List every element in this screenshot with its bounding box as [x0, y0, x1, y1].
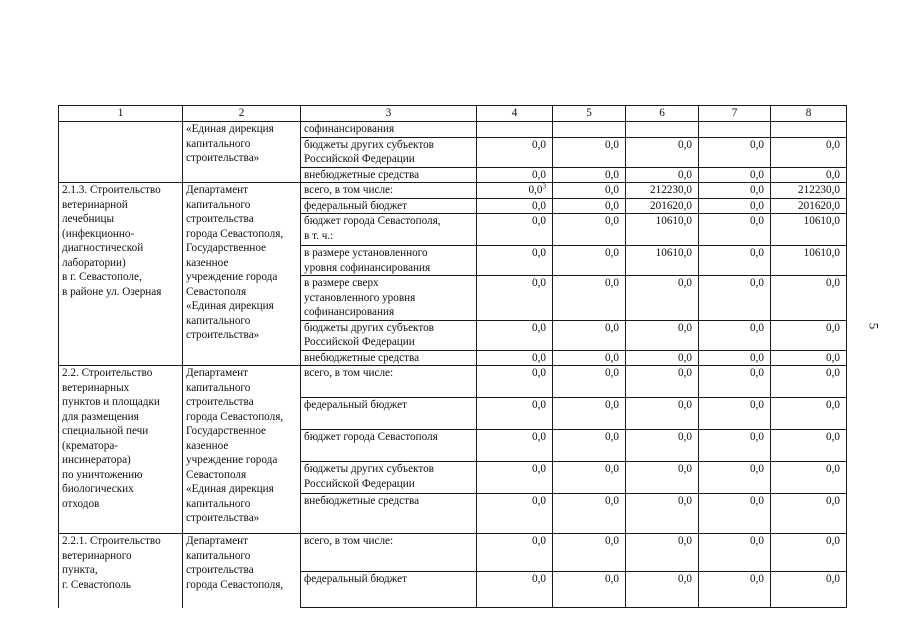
value-cell: 0,0	[771, 430, 847, 462]
value-cell: 0,0	[477, 137, 553, 167]
value-cell: 0,0	[699, 572, 771, 608]
value-cell: 0,0	[771, 276, 847, 321]
value-cell: 0,0	[626, 462, 699, 494]
value-cell: 0,0	[477, 572, 553, 608]
value-cell: 0,0	[626, 320, 699, 350]
header-cell: 1	[59, 106, 183, 122]
funding-source-cell: бюджеты других субъектов Российской Федерации	[301, 137, 477, 167]
value-cell: 0,0	[477, 246, 553, 276]
value-cell: 0,0	[553, 276, 626, 321]
value-cell: 0,0	[699, 246, 771, 276]
funding-source-cell: всего, в том числе:	[301, 183, 477, 199]
value-cell: 0,0	[477, 198, 553, 214]
value-cell: 0,0	[626, 276, 699, 321]
funding-source-cell: всего, в том числе:	[301, 534, 477, 572]
value-cell: 0,0	[626, 534, 699, 572]
value-cell: 0,0	[553, 198, 626, 214]
table-header-row	[59, 106, 847, 122]
value-cell: 0,0	[771, 350, 847, 366]
value-cell: 0,0	[553, 398, 626, 430]
value-cell: 0,0	[553, 214, 626, 246]
value-cell: 0,0	[477, 534, 553, 572]
value-cell	[553, 122, 626, 138]
header-cell: 7	[699, 106, 771, 122]
value-cell	[771, 122, 847, 138]
value-cell: 0,0	[771, 462, 847, 494]
value-cell: 0,0	[626, 494, 699, 534]
header-cell: 6	[626, 106, 699, 122]
measure-cell	[59, 122, 183, 183]
value-cell: 201620,0	[626, 198, 699, 214]
header-cell: 3	[301, 106, 477, 122]
value-cell: 0,0	[477, 167, 553, 183]
value-cell: 0,0	[699, 276, 771, 321]
value-cell: 0,0	[553, 366, 626, 398]
funding-source-cell: федеральный бюджет	[301, 572, 477, 608]
funding-source-cell: в размере сверх установленного уровня софинансирования	[301, 276, 477, 321]
value-cell: 10610,0	[771, 246, 847, 276]
executor-cell: «Единая дирекция капитального строительства»	[183, 122, 301, 183]
value-cell: 0,0	[771, 572, 847, 608]
executor-cell: Департамент капитального строительства города Севастополя, Государственное казенное учреждение города Севастополя «Единая дирекция капитального строительства»	[183, 183, 301, 366]
funding-source-cell: внебюджетные средства	[301, 494, 477, 534]
funding-source-cell: бюджет города Севастополя	[301, 430, 477, 462]
value-cell: 0,0	[553, 572, 626, 608]
executor-cell: Департамент капитального строительства города Севастополя, Государственное казенное учреждение города Севастополя «Единая дирекция капитального строительства»	[183, 366, 301, 534]
table-row	[59, 534, 847, 572]
table-row	[59, 366, 847, 398]
value-cell: 0,0	[699, 494, 771, 534]
value-cell: 0,0	[553, 183, 626, 199]
value-cell: 0,0	[699, 366, 771, 398]
value-cell: 0,0	[699, 214, 771, 246]
value-cell	[699, 122, 771, 138]
value-cell: 0,0	[771, 494, 847, 534]
value-cell: 201620,0	[771, 198, 847, 214]
value-cell: 0,0	[699, 183, 771, 199]
table-row	[59, 183, 847, 199]
funding-source-cell: внебюджетные средства	[301, 167, 477, 183]
value-cell: 10610,0	[771, 214, 847, 246]
value-cell: 0,0	[553, 534, 626, 572]
value-cell: 0,0	[699, 198, 771, 214]
value-cell: 10610,0	[626, 214, 699, 246]
value-cell: 0,0	[553, 320, 626, 350]
value-cell: 0,0	[477, 398, 553, 430]
header-cell: 5	[553, 106, 626, 122]
funding-source-cell: бюджеты других субъектов Российской Федерации	[301, 462, 477, 494]
value-cell: 0,0	[699, 350, 771, 366]
value-cell: 0,0	[699, 534, 771, 572]
value-cell: 0,0	[699, 398, 771, 430]
value-cell: 0,0	[477, 214, 553, 246]
header-cell: 4	[477, 106, 553, 122]
funding-source-cell: всего, в том числе:	[301, 366, 477, 398]
budget-table	[58, 105, 847, 608]
funding-source-cell: федеральный бюджет	[301, 198, 477, 214]
value-cell: 10610,0	[626, 246, 699, 276]
value-cell: 0,0	[699, 430, 771, 462]
value-cell: 0,0	[553, 246, 626, 276]
funding-source-cell: софинансирования	[301, 122, 477, 138]
value-cell: 0,0	[553, 167, 626, 183]
value-cell: 0,0	[477, 320, 553, 350]
value-cell: 0,0	[553, 137, 626, 167]
value-cell: 0,0	[626, 350, 699, 366]
funding-source-cell: в размере установленного уровня софинансирования	[301, 246, 477, 276]
value-cell: 0,0	[699, 167, 771, 183]
value-cell: 212230,0	[771, 183, 847, 199]
header-cell: 8	[771, 106, 847, 122]
footnote-mark: 3	[542, 182, 546, 191]
funding-source-cell: внебюджетные средства	[301, 350, 477, 366]
value-cell: 0,0	[477, 430, 553, 462]
measure-cell: 2.2. Строительство ветеринарных пунктов и площадки для размещения специальной печи (крематора- инсинератора) по уничтожению биологических отходов	[59, 366, 183, 534]
value-cell: 0,0	[626, 398, 699, 430]
value-cell: 0,0	[771, 320, 847, 350]
value-cell: 0,0	[477, 350, 553, 366]
page-number: 5	[866, 322, 882, 330]
value-cell: 0,0	[553, 462, 626, 494]
value-cell: 0,0	[626, 572, 699, 608]
value-cell: 0,0	[553, 494, 626, 534]
value-cell: 0,0	[626, 167, 699, 183]
value-cell: 0,0	[626, 137, 699, 167]
funding-source-cell: федеральный бюджет	[301, 398, 477, 430]
value-cell: 0,0	[699, 462, 771, 494]
value-cell: 0,0	[477, 462, 553, 494]
value-cell: 0,0	[771, 167, 847, 183]
value-cell	[626, 122, 699, 138]
value-cell: 0,0	[699, 137, 771, 167]
measure-cell: 2.2.1. Строительство ветеринарного пункта, г. Севастополь	[59, 534, 183, 608]
value-cell	[477, 122, 553, 138]
executor-cell: Департамент капитального строительства города Севастополя,	[183, 534, 301, 608]
funding-source-cell: бюджеты других субъектов Российской Федерации	[301, 320, 477, 350]
value-cell: 0,0	[771, 366, 847, 398]
value-cell: 0,0	[477, 366, 553, 398]
value-cell: 0,0	[771, 398, 847, 430]
value-cell: 0,0	[477, 276, 553, 321]
funding-source-cell: бюджет города Севастополя, в т. ч.:	[301, 214, 477, 246]
table-row	[59, 122, 847, 138]
measure-cell: 2.1.3. Строительство ветеринарной лечебницы (инфекционно- диагностической лаборатории) в г. Севастополе, в районе ул. Озерная	[59, 183, 183, 366]
value-text: 0,0	[528, 184, 543, 196]
value-cell: 0,0	[477, 494, 553, 534]
value-cell: 0,0	[771, 137, 847, 167]
value-cell: 0,0	[771, 534, 847, 572]
value-cell	[477, 183, 553, 199]
value-cell: 0,0	[699, 320, 771, 350]
value-cell: 0,0	[626, 366, 699, 398]
value-cell: 0,0	[553, 350, 626, 366]
value-cell: 0,0	[626, 430, 699, 462]
header-cell: 2	[183, 106, 301, 122]
value-cell: 212230,0	[626, 183, 699, 199]
value-cell: 0,0	[553, 430, 626, 462]
